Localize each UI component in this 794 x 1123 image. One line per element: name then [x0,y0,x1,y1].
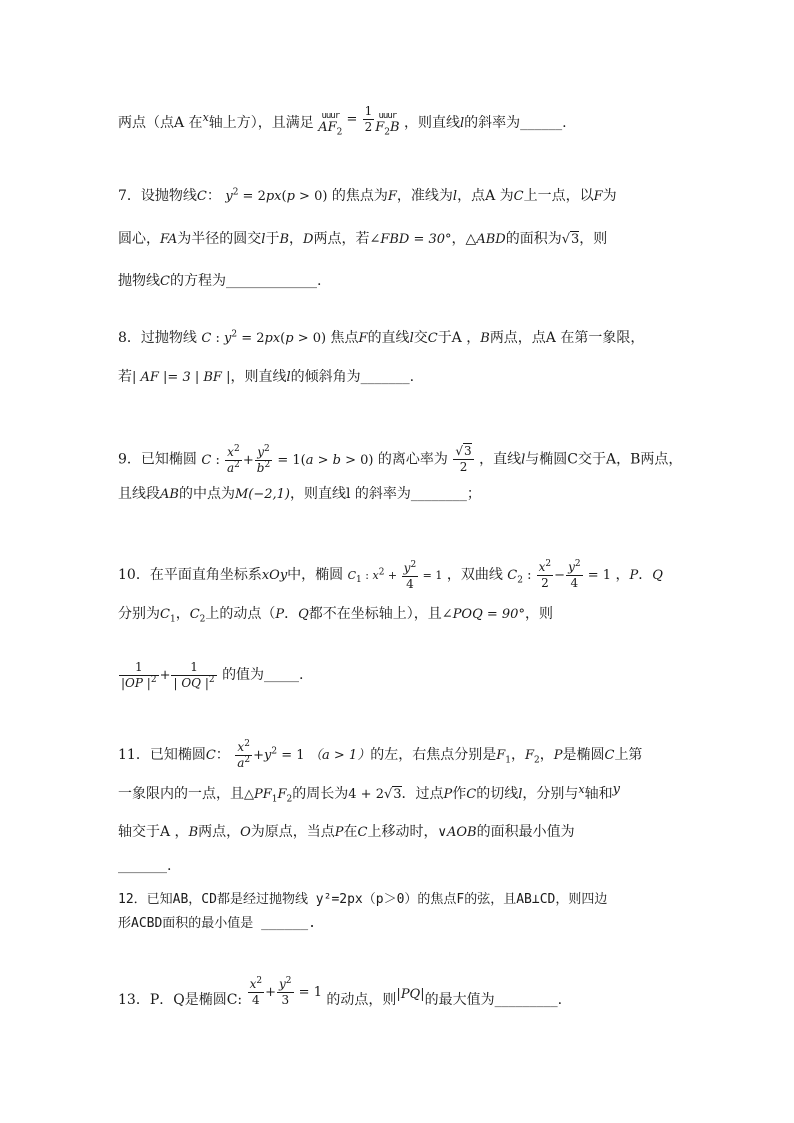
parabola-equation-q8: C : $y^2 = 2px(p > 0)$ [201,329,327,346]
q10-line-2: 分别为$C_1$，$C_2$上的动点（P．Q都不在坐标轴上），且∠POQ = 90°，则 [118,606,553,625]
q13-line-1: 13．P．Q是椭圆C: $\frac{x^2}{4}$ + $\frac{y^2}{3}$ = 1 的动点，则|PQ|的最大值为_________. [118,976,563,1008]
q11-line-3: 轴交于A ，B两点，O为原点，当点P在C上移动时，∨AOB的面积最小值为 [118,824,575,840]
q11-line-2: 一象限内的一点，且$\triangle PF_1F_2$的周长为4 + 2√3．过点P作C的切线l，分别与$^x$轴和y [118,782,620,805]
ellipse-equation-q11: $\frac{x^2}{a^2}$ $+y^2 = 1$ [237,739,305,770]
q8-line-2: 若| AF |= 3 | BF |，则直线l的倾斜角为_______. [118,369,415,385]
q10-line-3: $\frac{1}{|OP |^2}$ + $\frac{1}{| OQ |^2}$ 的值为_____. [118,660,688,691]
reciprocal-sum: $\frac{1}{|OP |^2}$ + $\frac{1}{| OQ |^2}$ [121,660,215,690]
sqrt-3: √3 [561,232,580,247]
ellipse-c1: $C_1$ : $x^2$ + $\frac{y^2}{4}$ = 1 [347,559,443,591]
q7-line-1: 7．设抛物线C： $y^2 = 2px(p > 0)$ 的焦点为F，准线为l，点A 为C上一点，以F为 [118,187,617,204]
ellipse-equation-q13: $\frac{x^2}{4}$ + $\frac{y^2}{3}$ = 1 [249,976,322,1007]
q7-line-3: 抛物线C的方程为_____________. [118,273,322,289]
q6-line-1: 两点（点A 在$^x$轴上方），且满足 uuur $AF_2$ = $\frac{1}{2}$ uuur $F_2B$ ，则直线l的斜率为______. [118,104,567,138]
vector-equation: uuur $AF_2$ = $\frac{1}{2}$ uuur $F_2B$ [318,104,400,138]
q7-line-2: 圆心，FA为半径的圆交l于B，D两点，若∠FBD = 30°，△ABD的面积为√3，则 [118,231,608,247]
q9-line-2: 且线段AB的中点为M(−2,1)，则直线l 的斜率为________； [118,486,481,502]
q8-line-1: 8．过抛物线 C : $y^2 = 2px(p > 0)$ 焦点F的直线l交C于A ，B两点，点A 在第一象限， [118,329,645,346]
q11-line-4: _______. [118,858,172,874]
q11-line-1: 11．已知椭圆C： $\frac{x^2}{a^2}$ $+y^2 = 1$ （a > 1）的左，右焦点分别是$F_1$，$F_2$，P是椭圆C上第 [118,739,643,770]
q12-line-1: 12．已知AB，CD都是经过抛物线 y²=2px（p＞0）的焦点F的弦，且AB⊥CD，则四边 [118,892,608,907]
q9-line-1: 9．已知椭圆 C : $\frac{x^2}{a^2}$ + $\frac{y^2}{b^2}$ = 1(a > b > 0) 的离心率为 $\frac{√3}{2}$ ，直线l与椭圆C交于A，B两点， [118,443,683,475]
ellipse-equation-q9: C : $\frac{x^2}{a^2}$ + $\frac{y^2}{b^2}$ = 1(a > b > 0) [201,443,374,475]
parabola-equation: $y^2 = 2px(p > 0)$ [225,187,328,204]
eccentricity-frac: $\frac{√3}{2}$ [455,444,472,474]
q12-line-2: 形ACBD面积的最小值是 ______. [118,916,316,931]
hyperbola-c2: $C_2$ : $\frac{x^2}{2}$ − $\frac{y^2}{4}$ = 1 [507,559,612,590]
q10-line-1: 10．在平面直角坐标系xOy中，椭圆 $C_1$ : $x^2$ + $\frac{y^2}{4}$ = 1 ，双曲线 $C_2$ : $\frac{x^2}{2}$ − $\frac{y^2}{4}$ = 1 ，P．Q [118,559,663,591]
